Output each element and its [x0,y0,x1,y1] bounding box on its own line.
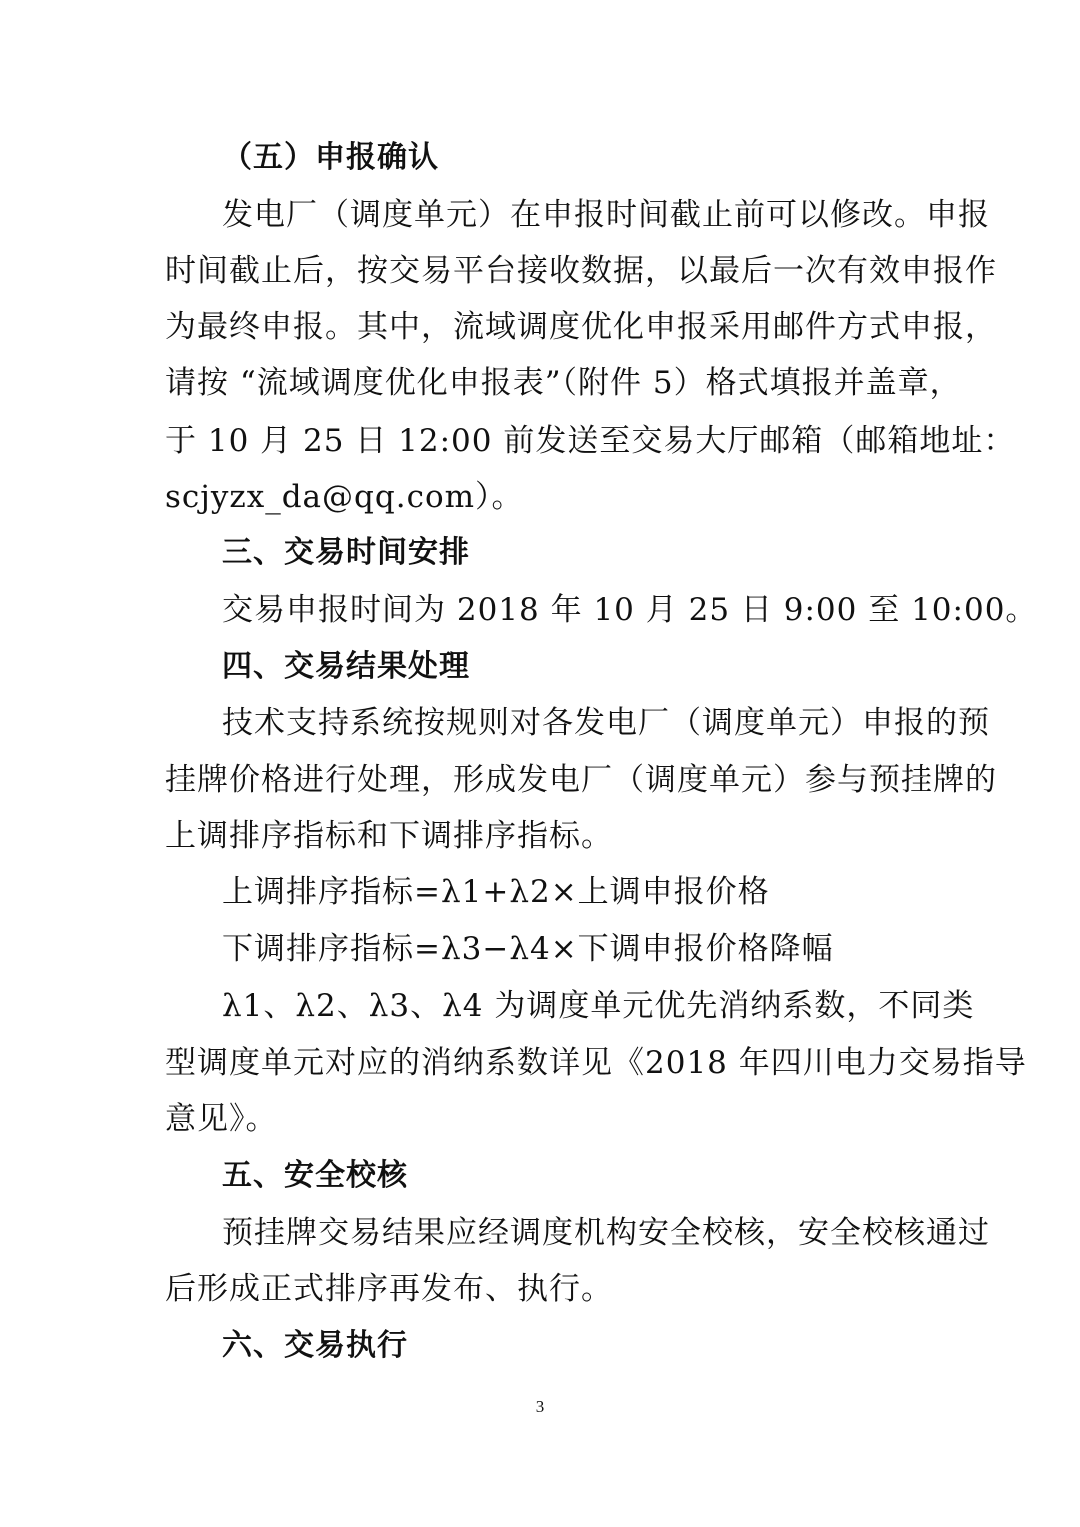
paragraph-line: 技术支持系统按规则对各发电厂（调度单元）申报的预 [222,705,990,741]
paragraph-line: 时间截止后，按交易平台接收数据，以最后一次有效申报作 [165,253,997,289]
subsection-heading-confirm: （五）申报确认 [222,140,439,175]
paragraph-line: 上调排序指标和下调排序指标。 [165,818,613,854]
paragraph-line-email: scjyzx_da@qq.com）。 [165,479,524,515]
paragraph-line: 为最终申报。其中，流域调度优化申报采用邮件方式申报， [165,309,997,345]
paragraph-line: 于 10 月 25 日 12:00 前发送至交易大厅邮箱（邮箱地址： [165,423,1016,459]
paragraph-line: 意见》。 [165,1101,278,1137]
formula-down: 下调排序指标=λ3−λ4×下调申报价格降幅 [222,931,834,967]
formula-up: 上调排序指标=λ1+λ2×上调申报价格 [222,874,770,910]
section-heading-safety: 五、安全校核 [222,1158,408,1193]
section-heading-time: 三、交易时间安排 [222,535,470,570]
paragraph-line: 预挂牌交易结果应经调度机构安全校核，安全校核通过 [222,1215,990,1251]
paragraph-line: λ1、λ2、λ3、λ4 为调度单元优先消纳系数，不同类 [222,988,975,1024]
paragraph-line: 请按 “流域调度优化申报表”（附件 5）格式填报并盖章， [165,365,962,401]
paragraph-line: 发电厂（调度单元）在申报时间截止前可以修改。申报 [222,197,990,233]
paragraph-line: 型调度单元对应的消纳系数详见《2018 年四川电力交易指导 [165,1045,1027,1081]
paragraph-line: 交易申报时间为 2018 年 10 月 25 日 9:00 至 10:00。 [222,592,1038,628]
page-number: 3 [535,1397,545,1416]
paragraph-line: 后形成正式排序再发布、执行。 [165,1271,613,1307]
section-heading-result: 四、交易结果处理 [222,649,470,684]
paragraph-line: 挂牌价格进行处理，形成发电厂（调度单元）参与预挂牌的 [165,762,997,798]
section-heading-execution: 六、交易执行 [222,1328,408,1363]
